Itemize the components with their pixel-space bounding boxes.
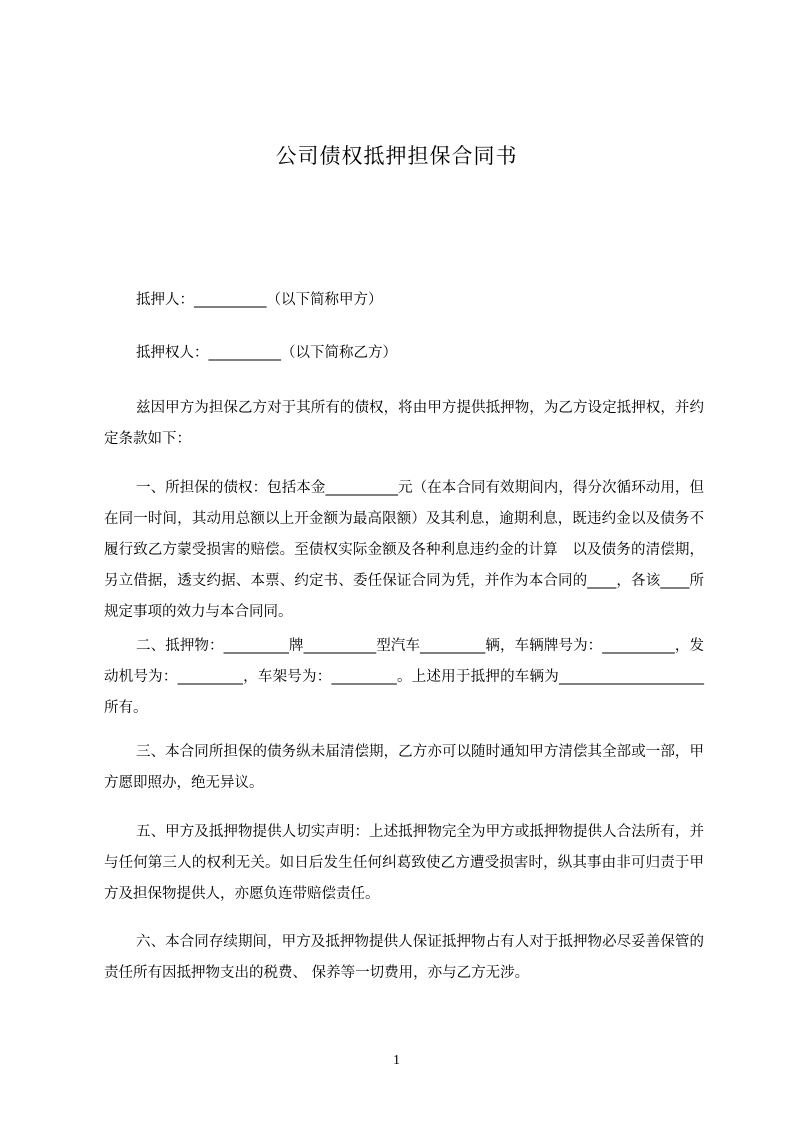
clause-5-paragraph: 五、甲方及抵押物提供人切实声明：上述抵押物完全为甲方或抵押物提供人合法所有，并与任何第三人的权利无关。如日后发生任何纠葛致使乙方遭受损害时，纵其事由非可归责于甲方及担保物提供人，亦愿负连带赔偿责任。 [104, 824, 704, 902]
clause-2-paragraph: 二、抵押物：_________牌__________型汽车_________辆，车辆牌号为：__________，发动机号为：_________，车架号为：_________。上述用于抵押的车辆为____________________所有。 [104, 638, 704, 716]
pledgee-line: 抵押权人：__________（以下简称乙方） [136, 345, 397, 361]
page-number: 1 [393, 1053, 400, 1068]
preamble-paragraph: 兹因甲方为担保乙方对于其所有的债权，将由甲方提供抵押物，为乙方设定抵押权，并约定条款如下： [104, 400, 704, 447]
clause-1-paragraph: 一、所担保的债权：包括本金__________元（在本合同有效期间内，得分次循环动用，但在同一时间，其动用总额以上开金额为最高限额）及其利息，逾期利息，既违约金以及债务不履行致乙方蒙受损害的赔偿。至债权实际金额及各种利息违约金的计算 以及债务的清偿期，另立借据，透支约据、本票、约定书、委任保证合同为凭，并作为本合同的____，各该____所规定事项的效力与本合同同。 [104, 480, 704, 620]
pledgor-line: 抵押人：__________（以下简称甲方） [136, 292, 383, 308]
document-title: 公司债权抵押担保合同书 [275, 144, 518, 168]
clause-6-paragraph: 六、本合同存续期间，甲方及抵押物提供人保证抵押物占有人对于抵押物必尽妥善保管的责任所有因抵押物支出的税费、 保养等一切费用，亦与乙方无涉。 [104, 934, 704, 981]
clause-3-paragraph: 三、本合同所担保的债务纵未届清偿期，乙方亦可以随时通知甲方清偿其全部或一部，甲方愿即照办，绝无异议。 [104, 744, 704, 791]
